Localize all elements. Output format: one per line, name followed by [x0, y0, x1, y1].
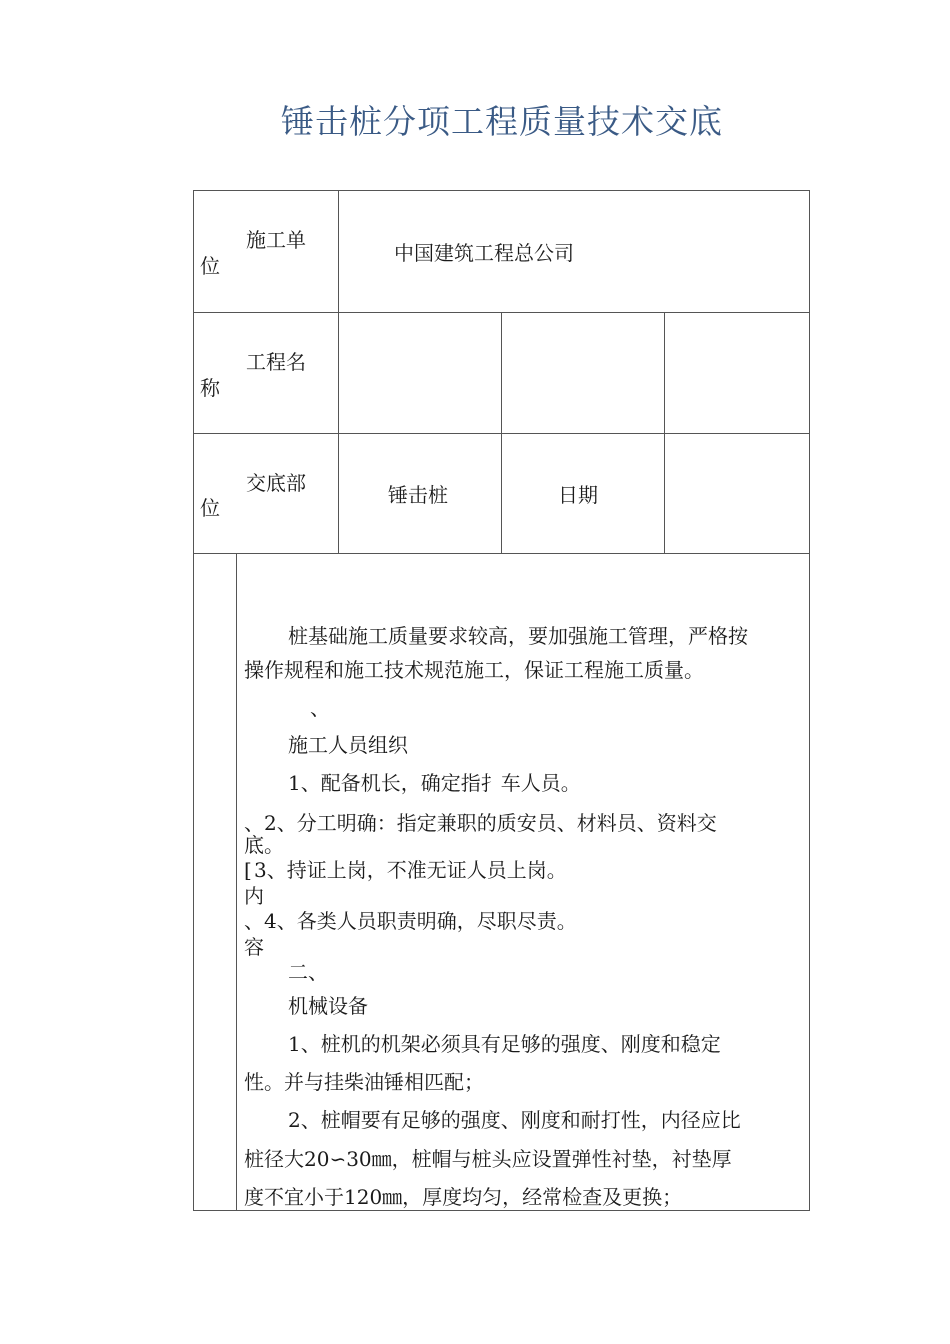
side-label: 内: [244, 884, 264, 908]
part-label: 交底部: [246, 471, 306, 495]
content-line: 1、配备机长，确定指扌车人员。: [288, 771, 581, 795]
project-label: 工程名: [246, 350, 306, 374]
col-divider: [338, 190, 339, 553]
unit-value: 中国建筑工程总公司: [394, 241, 574, 265]
content-line: 桩基础施工质量要求较高，要加强施工管理，严格按: [288, 624, 748, 648]
part-value: 锤击桩: [388, 483, 448, 507]
section-heading: 机械设备: [288, 994, 368, 1018]
section-heading: 施工人员组织: [288, 733, 408, 757]
col-divider: [236, 553, 237, 1211]
content-line: 桩径大20∽30㎜，桩帽与桩头应设置弹性衬垫，衬垫厚: [244, 1147, 732, 1171]
content-line: 1、桩机的机架必须具有足够的强度、刚度和稳定: [288, 1032, 721, 1056]
part-label-wrap: 位: [200, 496, 220, 520]
content-line: 底。: [244, 833, 284, 857]
content-line: 、4、各类人员职责明确，尽职尽责。: [244, 909, 577, 933]
content-line: 性。并与挂柴油锤相匹配；: [244, 1070, 484, 1094]
content-line: 度不宜小于120㎜，厚度均匀，经常检查及更换；: [244, 1185, 683, 1209]
content-line: 操作规程和施工技术规范施工，保证工程施工质量。: [244, 658, 704, 682]
content-line: 、: [310, 696, 330, 720]
side-mark: [: [244, 858, 252, 882]
content-line: 、2、分工明确：指定兼职的质安员、材料员、资料交: [244, 811, 717, 835]
content-line: 3、持证上岗，不准无证人员上岗。: [254, 858, 567, 882]
unit-label: 施工单: [246, 228, 306, 252]
page-title: 锤击桩分项工程质量技术交底: [281, 102, 723, 141]
side-label: 容: [244, 935, 264, 959]
section-number: 二、: [288, 960, 328, 984]
project-label-wrap: 称: [200, 376, 220, 400]
col-divider: [501, 312, 502, 553]
content-line: 2、桩帽要有足够的强度、刚度和耐打性，内径应比: [288, 1108, 741, 1132]
col-divider: [664, 312, 665, 553]
date-label: 日期: [558, 483, 598, 507]
row-divider: [193, 553, 810, 554]
unit-label-wrap: 位: [200, 254, 220, 278]
